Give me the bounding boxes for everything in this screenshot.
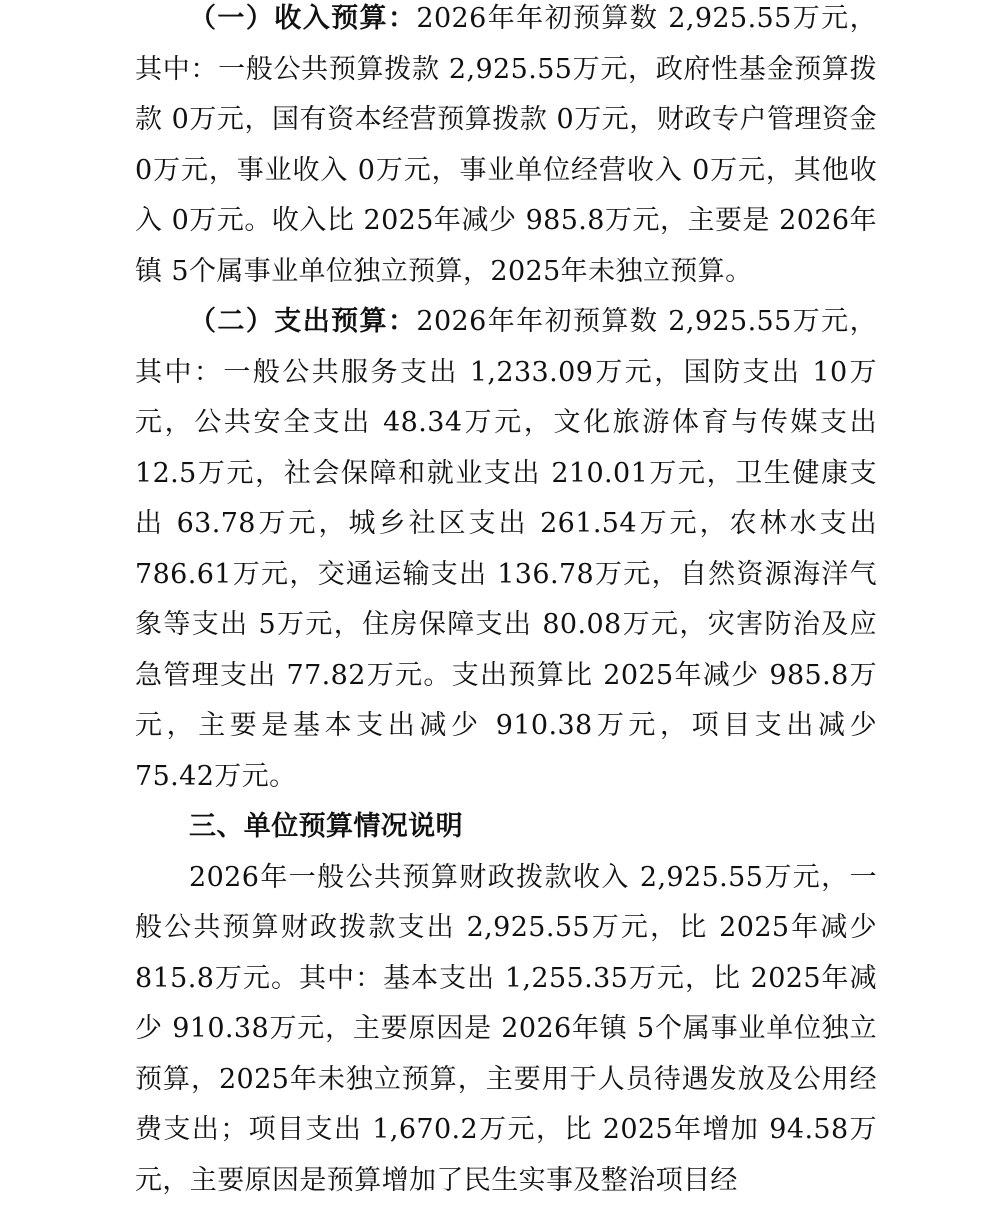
income-budget-paragraph [135,0,877,297]
unit-budget-paragraph: 2026年一般公共预算财政拨款收入 2,925.55万元，一般公共预算财政拨款支出 2,925.55万元，比 2025年减少 815.8万元。其中：基本支出 1,255.35万元，比 2025年减少 910.38万元，主要原因是 2026年镇 5个属事业单位独立预算，2025年未独立预算，主要用于人员待遇发放及公用经费支出；项目支出 1,670.2万元，比 2025年增加 94.58万元，主要原因是预算增加了民生实事及整治项目经 [135,853,877,1206]
income-budget-lead: （一）收入预算： [189,3,416,34]
expenditure-budget-body: 2026年年初预算数 2,925.55万元，其中：一般公共服务支出 1,233.09万元，国防支出 10万元，公共安全支出 48.34万元，文化旅游体育与传媒支出 12.5万元，社会保障和就业支出 210.01万元，卫生健康支出 63.78万元，城乡社区支出 261.54万元，农林水支出 786.61万元，交通运输支出 136.78万元，自然资源海洋气象等支出 5万元，住房保障支出 80.08万元，灾害防治及应急管理支出 77.82万元。支出预算比 2025年减少 985.8万元，主要是基本支出减少 910.38万元，项目支出减少 75.42万元。 [135,306,877,792]
expenditure-budget-paragraph [135,297,877,802]
income-budget-body: 2026年年初预算数 2,925.55万元，其中：一般公共预算拨款 2,925.55万元，政府性基金预算拨款 0万元，国有资本经营预算拨款 0万元，财政专户管理资金 0万元，事业收入 0万元，事业单位经营收入 0万元，其他收入 0万元。收入比 2025年减少 985.8万元，主要是 2026年镇 5个属事业单位独立预算，2025年未独立预算。 [135,3,877,287]
expenditure-budget-lead: （二）支出预算： [189,306,416,337]
section-heading: 三、单位预算情况说明 [135,802,877,853]
document-page [135,0,877,1206]
